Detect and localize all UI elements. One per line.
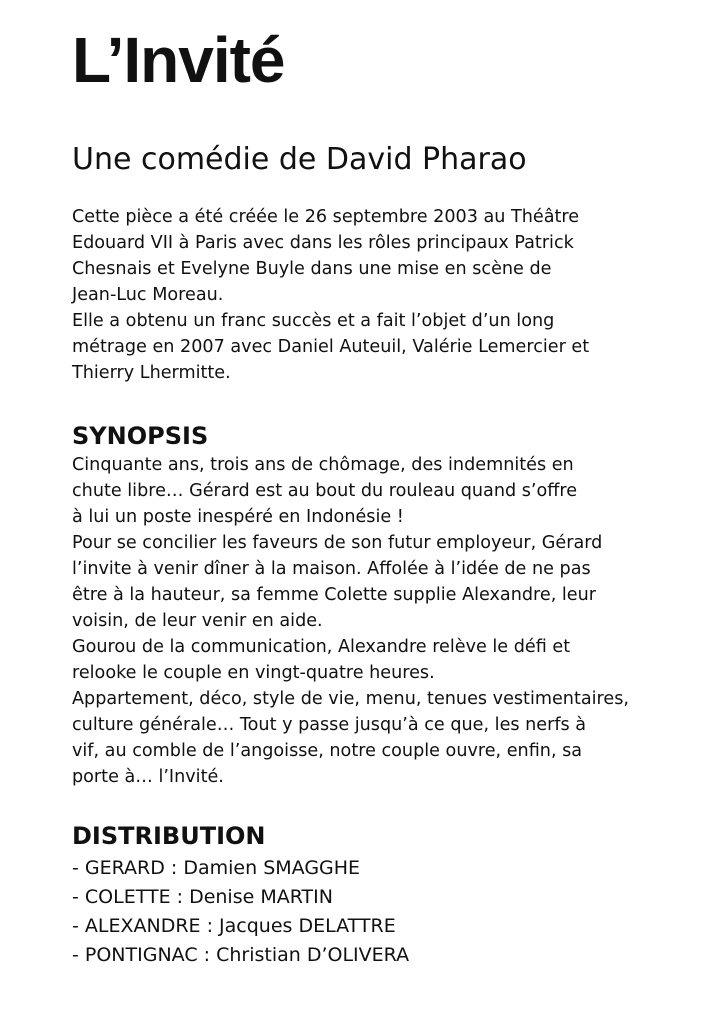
synopsis-line: voisin, de leur venir en aide.: [72, 611, 323, 631]
synopsis-heading: SYNOPSIS: [72, 422, 209, 450]
distribution-list: [72, 854, 409, 970]
synopsis-line: Appartement, déco, style de vie, menu, tenues vestimentaires,: [72, 689, 629, 709]
synopsis-line: l’invite à venir dîner à la maison. Affolée à l’idée de ne pas: [72, 559, 591, 579]
synopsis-line: Gourou de la communication, Alexandre relève le défi et: [72, 637, 571, 657]
intro-line: Thierry Lhermitte.: [72, 363, 231, 383]
cast-item-pontignac: - PONTIGNAC : Christian D’OLIVERA: [72, 944, 410, 966]
synopsis-line: relooke le couple en vingt-quatre heures.: [72, 663, 435, 683]
synopsis-line: chute libre… Gérard est au bout du rouleau quand s’offre: [72, 481, 578, 501]
intro-line: Cette pièce a été créée le 26 septembre 2003 au Théâtre: [72, 207, 580, 227]
synopsis-line: à lui un poste inespéré en Indonésie !: [72, 507, 404, 527]
intro-paragraph: [72, 204, 692, 386]
distribution-heading: DISTRIBUTION: [72, 822, 266, 850]
synopsis-line: vif, au comble de l’angoisse, notre couple ouvre, enfin, sa: [72, 741, 583, 761]
cast-item-alexandre: - ALEXANDRE : Jacques DELATTRE: [72, 915, 396, 937]
intro-line: Elle a obtenu un franc succès et a fait l’objet d’un long: [72, 311, 555, 331]
cast-item-gerard: - GERARD : Damien SMAGGHE: [72, 857, 361, 879]
page-subtitle: Une comédie de David Pharao: [72, 142, 527, 177]
intro-line: Jean-Luc Moreau.: [72, 285, 224, 305]
synopsis-line: Cinquante ans, trois ans de chômage, des indemnités en: [72, 455, 574, 475]
intro-line: Edouard VII à Paris avec dans les rôles principaux Patrick: [72, 233, 574, 253]
intro-line: Chesnais et Evelyne Buyle dans une mise en scène de: [72, 259, 552, 279]
synopsis-line: Pour se concilier les faveurs de son futur employeur, Gérard: [72, 533, 603, 553]
synopsis-line: culture générale… Tout y passe jusqu’à ce que, les nerfs à: [72, 715, 587, 735]
synopsis-line: être à la hauteur, sa femme Colette supplie Alexandre, leur: [72, 585, 596, 605]
intro-line: métrage en 2007 avec Daniel Auteuil, Valérie Lemercier et: [72, 337, 590, 357]
synopsis-paragraph: [72, 452, 692, 790]
cast-item-colette: - COLETTE : Denise MARTIN: [72, 886, 333, 908]
synopsis-line: porte à… l’Invité.: [72, 767, 224, 787]
page-title: L’Invité: [72, 24, 285, 96]
